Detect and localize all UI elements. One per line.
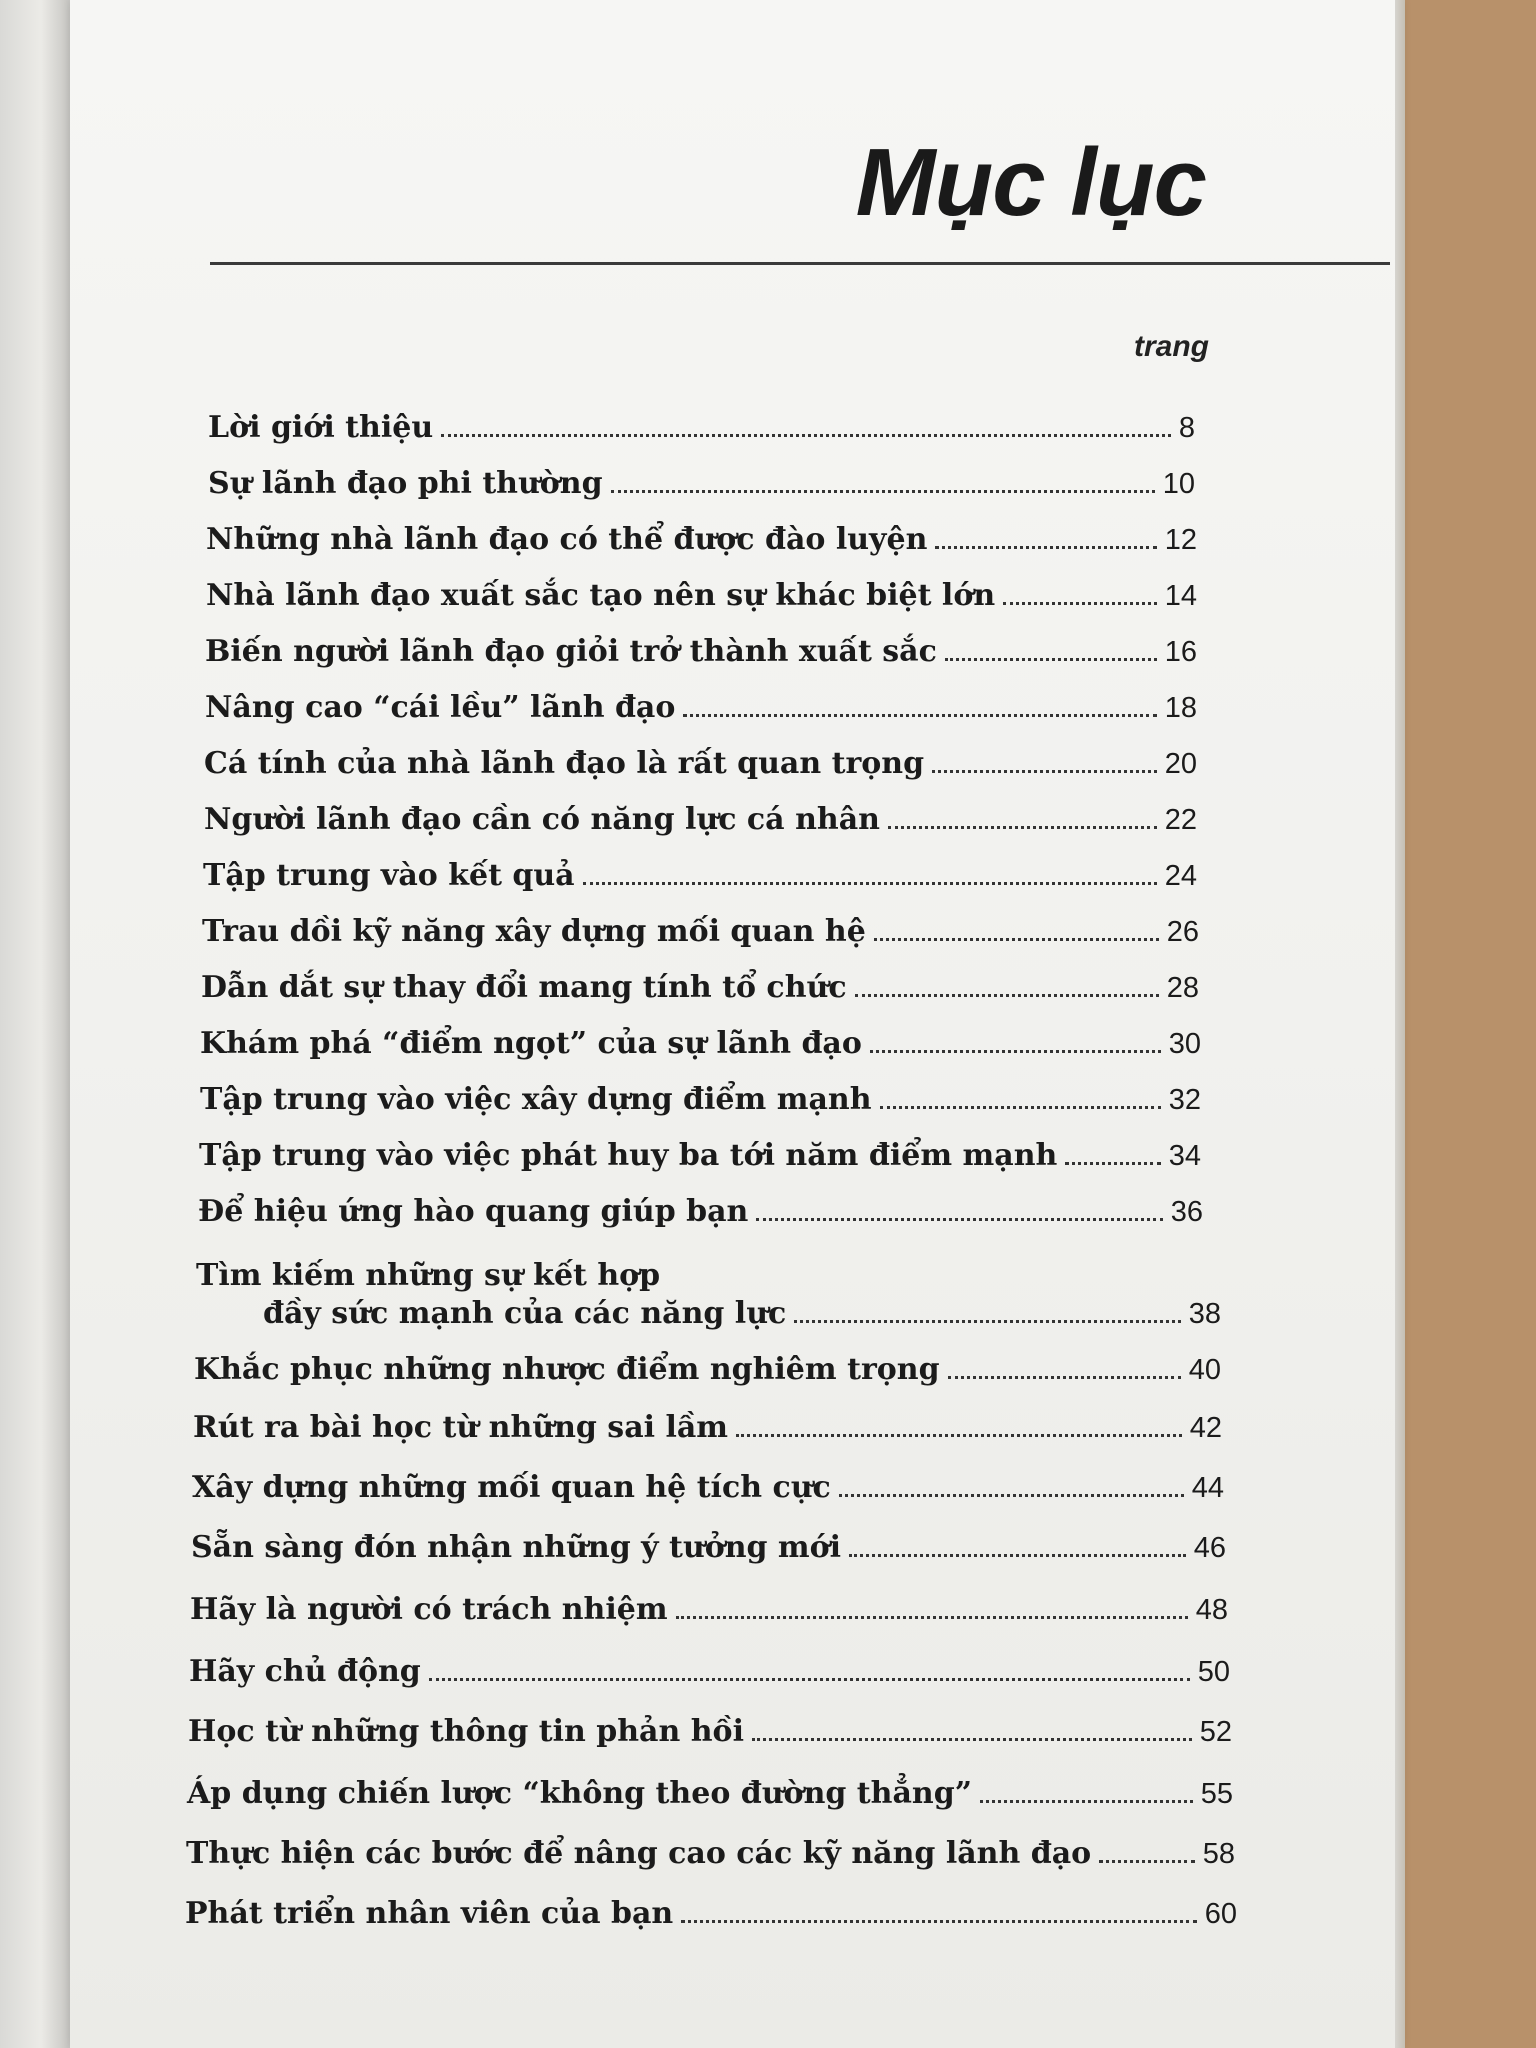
toc-entry xyxy=(204,802,1197,844)
toc-entry-page-number: 14 xyxy=(1164,580,1197,612)
toc-entry-page-number: 26 xyxy=(1166,916,1199,948)
toc-entry-title: Sự lãnh đạo phi thường xyxy=(208,466,603,501)
dot-leader xyxy=(880,1106,1161,1109)
dot-leader xyxy=(980,1800,1193,1803)
toc-entry xyxy=(200,1082,1201,1124)
toc-entry-title: Những nhà lãnh đạo có thể được đào luyện xyxy=(206,522,928,557)
toc-entry-page-number: 46 xyxy=(1193,1532,1226,1564)
toc-entry xyxy=(205,690,1197,732)
toc-entry-title: Rút ra bài học từ những sai lầm xyxy=(193,1410,729,1445)
toc-entry-title: Dẫn dắt sự thay đổi mang tính tổ chức xyxy=(201,970,847,1005)
toc-entry-page-number: 36 xyxy=(1170,1196,1203,1228)
toc-entry xyxy=(198,1194,1203,1236)
toc-entry-title: Tập trung vào việc xây dựng điểm mạnh xyxy=(200,1082,872,1117)
toc-entry-page-number: 20 xyxy=(1164,748,1197,780)
toc-entry-title: Hãy là người có trách nhiệm xyxy=(190,1592,668,1627)
toc-entry-page-number: 22 xyxy=(1164,804,1197,836)
toc-entry xyxy=(186,1836,1235,1878)
toc-entry-page-number: 52 xyxy=(1199,1716,1232,1748)
toc-entry-title: Khám phá “điểm ngọt” của sự lãnh đạo xyxy=(200,1026,862,1061)
toc-entry xyxy=(202,914,1199,956)
toc-entry-page-number: 48 xyxy=(1195,1594,1228,1626)
toc-entry xyxy=(203,858,1197,900)
toc-entry-page-number: 24 xyxy=(1164,860,1197,892)
toc-entry-title: Áp dụng chiến lược “không theo đường thẳng” xyxy=(187,1776,972,1811)
dot-leader xyxy=(583,882,1157,885)
toc-entry xyxy=(206,522,1197,564)
dot-leader xyxy=(849,1554,1186,1557)
dot-leader xyxy=(683,714,1156,717)
toc-entry-title-line1: Tìm kiếm những sự kết hợp xyxy=(196,1258,661,1293)
toc-entry-page-number: 12 xyxy=(1164,524,1197,556)
toc-entry xyxy=(205,634,1197,676)
toc-entry-page-number: 18 xyxy=(1164,692,1197,724)
toc-entry-page-number: 30 xyxy=(1168,1028,1201,1060)
toc-entry-title: Khắc phục những nhược điểm nghiêm trọng xyxy=(194,1352,940,1387)
dot-leader xyxy=(794,1320,1180,1323)
toc-entry-page-number: 8 xyxy=(1178,412,1195,444)
dot-leader xyxy=(752,1738,1192,1741)
dot-leader xyxy=(756,1218,1162,1221)
toc-entry xyxy=(190,1592,1228,1634)
toc-entry xyxy=(201,970,1199,1012)
toc-entry xyxy=(194,1352,1221,1394)
toc-entry-page-number: 10 xyxy=(1162,468,1195,500)
toc-entry-title: Trau dồi kỹ năng xây dựng mối quan hệ xyxy=(202,914,866,949)
toc-entry-page-number: 50 xyxy=(1197,1656,1230,1688)
dot-leader xyxy=(429,1678,1190,1681)
toc-entry-title: Cá tính của nhà lãnh đạo là rất quan trọng xyxy=(204,746,925,781)
dot-leader xyxy=(839,1494,1184,1497)
dot-leader xyxy=(736,1434,1182,1437)
dot-leader xyxy=(611,490,1155,493)
toc-entry xyxy=(199,1138,1201,1180)
toc-entry-page-number: 42 xyxy=(1189,1412,1222,1444)
dot-leader xyxy=(1003,602,1157,605)
dot-leader xyxy=(676,1616,1188,1619)
toc-entry xyxy=(191,1530,1226,1572)
toc-entry-title: Học từ những thông tin phản hồi xyxy=(188,1714,744,1749)
toc-entry-title: Tập trung vào việc phát huy ba tới năm điểm mạnh xyxy=(199,1138,1058,1173)
toc-entry-title: Nhà lãnh đạo xuất sắc tạo nên sự khác biệt lớn xyxy=(206,578,996,613)
dot-leader xyxy=(855,994,1159,997)
dot-leader xyxy=(932,770,1157,773)
dot-leader xyxy=(441,434,1171,437)
toc-entry-title: Xây dựng những mối quan hệ tích cực xyxy=(192,1470,831,1505)
toc-entry-title: Thực hiện các bước để nâng cao các kỹ năng lãnh đạo xyxy=(186,1836,1092,1871)
toc-entry-page-number: 40 xyxy=(1188,1354,1221,1386)
toc-entry-page-number: 16 xyxy=(1164,636,1197,668)
toc-entry xyxy=(206,578,1197,620)
toc-entry-title: Biến người lãnh đạo giỏi trở thành xuất sắc xyxy=(205,634,937,669)
dot-leader xyxy=(945,658,1157,661)
toc-entry xyxy=(189,1654,1230,1696)
dot-leader xyxy=(888,826,1157,829)
toc-entry xyxy=(263,1296,1221,1338)
toc-entry-title: Để hiệu ứng hào quang giúp bạn xyxy=(198,1194,749,1229)
toc-entry-page-number: 38 xyxy=(1188,1298,1221,1330)
toc-entry-title: Tập trung vào kết quả xyxy=(203,858,575,893)
dot-leader xyxy=(681,1920,1197,1923)
toc-entry-page-number: 44 xyxy=(1191,1472,1224,1504)
toc-entry-title: Người lãnh đạo cần có năng lực cá nhân xyxy=(204,802,880,837)
toc-entry xyxy=(185,1896,1237,1938)
toc-entry-page-number: 34 xyxy=(1168,1140,1201,1172)
page-title: Mục lục xyxy=(855,129,1206,236)
toc-entry-page-number: 28 xyxy=(1166,972,1199,1004)
dot-leader xyxy=(935,546,1156,549)
toc-entry xyxy=(208,410,1195,452)
dot-leader xyxy=(870,1050,1161,1053)
toc-entry-title: Hãy chủ động xyxy=(189,1654,421,1689)
toc-entry xyxy=(208,466,1195,508)
toc-entry-title: đầy sức mạnh của các năng lực xyxy=(263,1296,787,1331)
dot-leader xyxy=(1099,1860,1195,1863)
dot-leader xyxy=(874,938,1159,941)
toc-entry xyxy=(204,746,1197,788)
toc-entry-title: Sẵn sàng đón nhận những ý tưởng mới xyxy=(191,1530,842,1565)
toc-entry xyxy=(192,1470,1224,1512)
page-column-label: trang xyxy=(1134,330,1209,363)
toc-entry xyxy=(200,1026,1201,1068)
toc-entry-page-number: 32 xyxy=(1168,1084,1201,1116)
toc-entry xyxy=(188,1714,1232,1756)
toc-entry-title: Lời giới thiệu xyxy=(208,410,434,445)
dot-leader xyxy=(1065,1162,1160,1165)
toc-entry-page-number: 60 xyxy=(1204,1898,1237,1930)
toc-entry-title: Phát triển nhân viên của bạn xyxy=(185,1896,674,1931)
toc-entry xyxy=(187,1776,1233,1818)
toc-entry-page-number: 55 xyxy=(1200,1778,1233,1810)
toc-entry-title: Nâng cao “cái lều” lãnh đạo xyxy=(205,690,676,725)
toc-entry xyxy=(193,1410,1222,1452)
dot-leader xyxy=(948,1376,1181,1379)
toc-entry-page-number: 58 xyxy=(1202,1838,1235,1870)
